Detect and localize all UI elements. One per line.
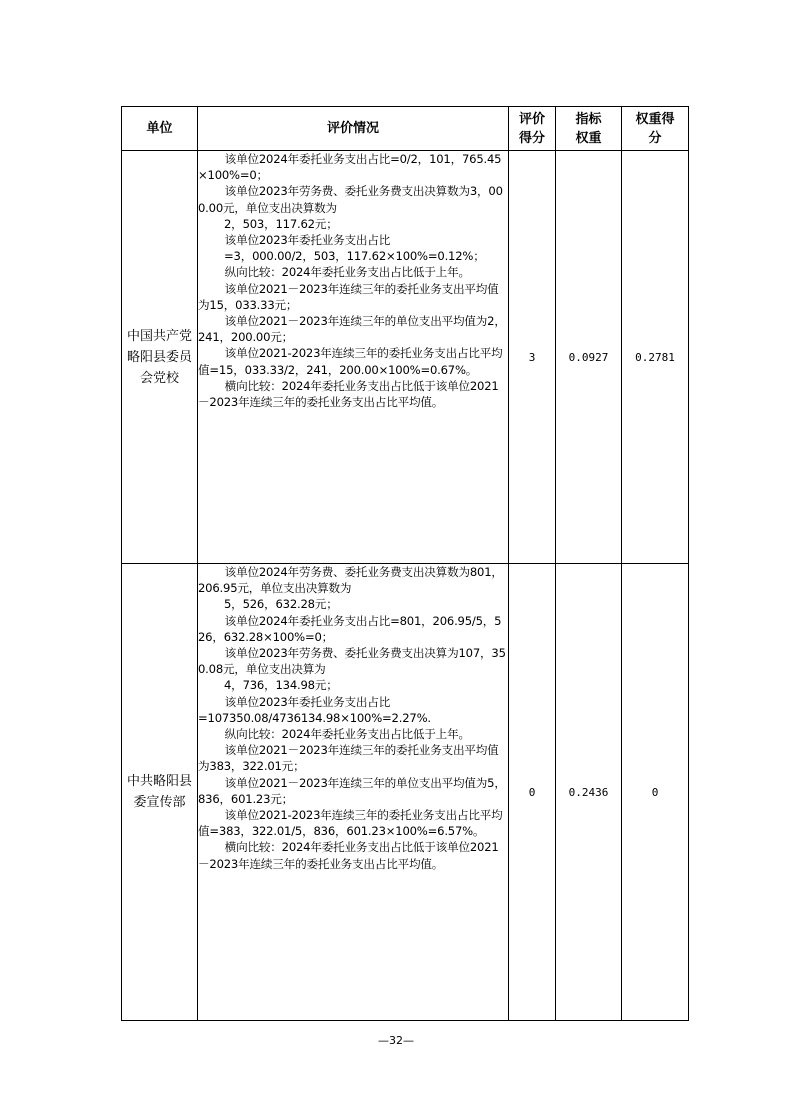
evaluation-paragraph: 横向比较：2024年委托业务支出占比低于该单位2021－2023年连续三年的委托业务支出占比平均值。	[198, 840, 499, 871]
evaluation-cell	[198, 151, 509, 564]
evaluation-paragraph: 该单位2021－2023年连续三年的单位支出平均值为2，241，200.00元；	[198, 314, 506, 345]
header-evaluation: 评价情况	[198, 107, 509, 151]
header-unit: 单位	[122, 107, 198, 151]
evaluation-paragraph: 纵向比较：2024年委托业务支出占比低于上年。	[224, 265, 470, 280]
evaluation-paragraph: 该单位2024年委托业务支出占比=801，206.95/5，526，632.28×100%=0；	[198, 613, 502, 644]
evaluation-paragraph: 该单位2021－2023年连续三年的委托业务支出平均值为383，322.01元；	[198, 743, 499, 774]
evaluation-paragraph: 纵向比较：2024年委托业务支出占比低于上年。	[224, 727, 470, 742]
unit-cell: 中共略阳县委宣传部	[122, 564, 198, 1021]
table-row	[122, 564, 689, 1021]
weighted-score-cell: 0.2781	[622, 151, 689, 564]
evaluation-paragraph: 该单位2023年劳务费、委托业务费支出决算为107，350.08元，单位支出决算为	[198, 646, 506, 677]
evaluation-paragraph: =107350.08/4736134.98×100%=2.27%.	[198, 710, 431, 725]
header-weight	[556, 107, 622, 151]
evaluation-paragraph: 该单位2024年委托业务支出占比=0/2，101，765.45×100%=0；	[198, 152, 502, 183]
header-weighted-score-text: 权重得 分	[635, 111, 675, 146]
unit-cell: 中国共产党略阳县委员会党校	[122, 151, 198, 564]
weight-cell: 0.0927	[556, 151, 622, 564]
evaluation-paragraph: 该单位2023年劳务费、委托业务费支出决算数为3，000.00元，单位支出决算数为	[198, 184, 503, 215]
evaluation-table	[121, 106, 689, 1021]
evaluation-paragraph: 4，736，134.98元；	[224, 678, 338, 693]
evaluation-paragraph: 5，526，632.28元；	[224, 597, 338, 612]
table-row	[122, 151, 689, 564]
weight-cell: 0.2436	[556, 564, 622, 1021]
header-weight-text: 指标 权重	[575, 111, 602, 146]
weighted-score-cell: 0	[622, 564, 689, 1021]
evaluation-paragraph: 该单位2021－2023年连续三年的单位支出平均值为5，836，601.23元；	[198, 775, 506, 806]
evaluation-cell	[198, 564, 509, 1021]
evaluation-paragraph: 2，503，117.62元；	[224, 216, 338, 231]
evaluation-paragraph: 该单位2024年劳务费、委托业务费支出决算数为801，206.95元，单位支出决算数为	[198, 565, 503, 596]
header-score	[509, 107, 556, 151]
evaluation-paragraph: 该单位2023年委托业务支出占比	[224, 694, 391, 709]
header-score-text: 评价 得分	[518, 111, 545, 146]
table-header-row	[122, 107, 689, 151]
header-weighted-score	[622, 107, 689, 151]
evaluation-paragraph: 该单位2021-2023年连续三年的委托业务支出占比平均值=15，033.33/2，241，200.00×100%=0.67%。	[198, 346, 503, 377]
evaluation-paragraph: 该单位2023年委托业务支出占比	[224, 233, 391, 248]
evaluation-paragraph: 该单位2021-2023年连续三年的委托业务支出占比平均值=383，322.01/5，836，601.23×100%=6.57%。	[198, 808, 503, 839]
evaluation-paragraph: 横向比较：2024年委托业务支出占比低于该单位2021－2023年连续三年的委托业务支出占比平均值。	[198, 378, 499, 410]
evaluation-paragraph: 该单位2021－2023年连续三年的委托业务支出平均值为15，033.33元；	[198, 281, 499, 312]
page-number: —32—	[378, 1034, 414, 1047]
score-cell: 3	[509, 151, 556, 564]
score-cell: 0	[509, 564, 556, 1021]
evaluation-paragraph: =3，000.00/2，503，117.62×100%=0.12%；	[224, 249, 485, 264]
